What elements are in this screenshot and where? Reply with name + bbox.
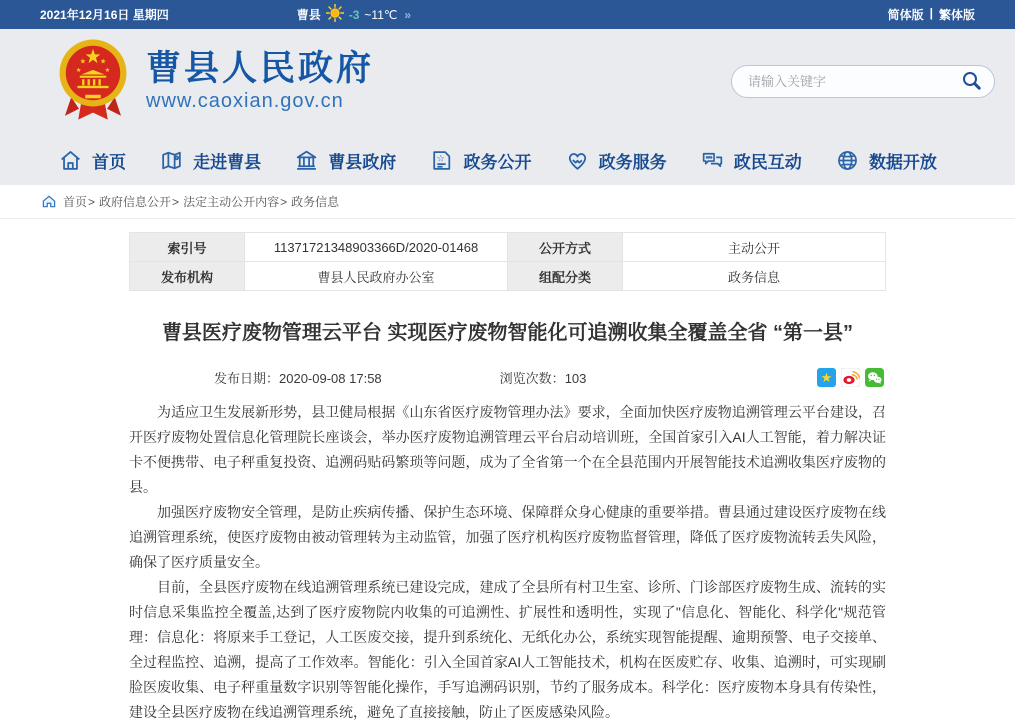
meta-value-index-number: 11371721348903366D/2020-01468 (245, 233, 508, 262)
share-buttons (817, 368, 884, 387)
main-navigation (0, 135, 1015, 185)
traditional-chinese-link[interactable]: 繁体版 (938, 8, 975, 22)
search-button[interactable] (961, 70, 982, 94)
svg-text:★: ★ (100, 58, 107, 66)
weather-widget[interactable] (297, 4, 411, 25)
handshake-icon (565, 148, 590, 173)
publish-date: 发布日期：2020-09-08 17:58 (214, 371, 382, 386)
temp-range: ~11℃ (364, 7, 398, 22)
table-row (130, 233, 886, 262)
lang-divider: | (929, 6, 933, 20)
meta-value-category: 政务信息 (623, 262, 886, 291)
svg-text:☆: ☆ (436, 153, 446, 164)
meta-label-index-number: 索引号 (130, 233, 245, 262)
nav-item-about[interactable]: 走进曹县 (159, 148, 261, 173)
breadcrumb-current-page[interactable]: 政务信息 (291, 195, 340, 209)
article-title: 曹县医疗废物管理云平台 实现医疗废物智能化可追溯收集全覆盖全省 “第一县” (161, 322, 854, 344)
paragraph-2: 加强医疗废物安全管理，是防止疾病传播、保护生态环境、保障群众身心健康的重要举措。曹县通过建设医疗废物在线追溯管理系统，使医疗废物由被动管理转为主动监管，加强了医疗机构医疗废物监督管理，降低了医疗废物流转丢失风险，确保了医疗质量安全。 (129, 504, 886, 570)
site-url: www.caoxian.gov.cn (146, 90, 344, 112)
qzone-icon[interactable] (817, 368, 836, 387)
meta-value-issuing-agency: 曹县人民政府办公室 (245, 262, 508, 291)
meta-value-disclosure-method: 主动公开 (623, 233, 886, 262)
nav-item-home[interactable]: 首页 (58, 148, 126, 173)
view-count: 浏览次数：103 (499, 371, 587, 386)
breadcrumb-link-statutory-content[interactable]: 法定主动公开内容 (183, 195, 280, 209)
svg-text:★: ★ (75, 66, 82, 74)
search-box (731, 65, 995, 98)
current-date: 2021年12月16日 星期四 (40, 8, 169, 22)
nav-item-interaction[interactable]: 政民互动 (700, 148, 802, 173)
breadcrumb-home-icon (42, 195, 56, 208)
site-identity (146, 51, 374, 113)
document-meta-table (129, 232, 886, 291)
temp-low: -3 (348, 7, 360, 22)
breadcrumb-link-info-disclosure[interactable]: 政府信息公开 (99, 195, 172, 209)
search-input[interactable] (746, 73, 961, 90)
language-switcher (888, 6, 975, 23)
meta-label-category: 组配分类 (508, 262, 623, 291)
nav-item-services[interactable]: 政务服务 (565, 148, 667, 173)
article-meta-row (129, 368, 886, 387)
weather-city: 曹县 (296, 8, 321, 22)
top-utility-bar (0, 0, 1015, 29)
meta-label-issuing-agency: 发布机构 (130, 262, 245, 291)
simplified-chinese-link[interactable]: 简体版 (887, 8, 924, 22)
site-header (0, 29, 1015, 135)
sun-icon (326, 4, 344, 25)
chat-bubbles-icon (700, 148, 725, 173)
home-icon (58, 148, 83, 173)
table-row (130, 262, 886, 291)
nav-item-disclosure[interactable]: ☆ 政务公开 (429, 148, 531, 173)
weather-more-arrow: » (404, 7, 412, 22)
paragraph-1: 为适应卫生发展新形势，县卫健局根据《山东省医疗废物管理办法》要求，全面加快医疗废物追溯管理云平台建设，召开医疗废物处置信息化管理院长座谈会，举办医疗废物追溯管理云平台启动培训班，全国首家引入AI人工智能，着力解决证卡不便携带、电子秤重复投资、追溯码贴码繁琐等问题，成为了全省第一个在全县范围内开展智能技术追溯收集医疗废物的县。 (129, 404, 886, 495)
government-building-icon (294, 148, 319, 173)
svg-text:★: ★ (820, 370, 833, 385)
article-container (129, 232, 886, 725)
search-icon (961, 70, 982, 94)
nav-item-open-data[interactable]: 数据开放 (835, 148, 937, 173)
svg-text:★: ★ (79, 58, 87, 66)
globe-icon (835, 148, 860, 173)
document-star-icon (429, 148, 454, 173)
national-emblem-logo (54, 38, 132, 127)
breadcrumb-link-home[interactable]: 首页 (63, 195, 88, 209)
article-body (129, 400, 886, 725)
site-title: 曹县人民政府 (146, 49, 375, 88)
weibo-icon[interactable] (841, 368, 860, 387)
paragraph-3: 目前，全县医疗废物在线追溯管理系统已建设完成，建成了全县所有村卫生室、诊所、门诊部医疗废物生成、流转的实时信息采集监控全覆盖,达到了医疗废物院内收集的可追溯性、扩展性和透明性，实现了"信息化、智能化、科学化"规范管理：信息化：将原来手工登记，人工医废交接，提升到系统化、无纸化办公，系统实现智能提醒、逾期预警、电子交接单、全过程监控、追溯，提高了工作效率。智能化：引入全国首家AI人工智能技术，机构在医废贮存、收集、追溯时，可实现刷脸医废收集、电子秤重量数字识别等智能化操作，手写追溯码识别，节约了服务成本。科学化：医疗废物本身具有传染性，建设全县医疗废物在线追溯管理系统，避免了直接接触，防止了医废感染风险。 (129, 579, 886, 720)
wechat-icon[interactable] (865, 368, 884, 387)
meta-label-disclosure-method: 公开方式 (508, 233, 623, 262)
svg-text:★: ★ (104, 66, 111, 74)
nav-item-government[interactable]: 曹县政府 (294, 148, 396, 173)
breadcrumb: 首页 > 政府信息公开 > 法定主动公开内容 > 政务信息 (0, 185, 1015, 219)
site-logo-link[interactable] (54, 38, 374, 127)
map-icon (159, 148, 184, 173)
